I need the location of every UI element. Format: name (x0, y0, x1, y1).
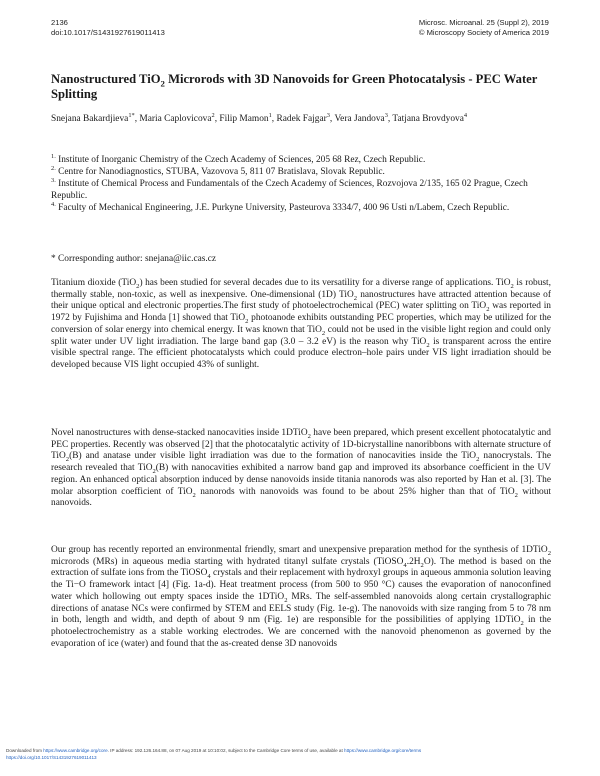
author-name: Vera Jandova (334, 114, 385, 124)
author-affiliation-mark: 3 (384, 111, 388, 119)
chemical-subscript: 2 (510, 282, 514, 290)
chemical-subscript: 2 (65, 456, 70, 464)
affiliation (51, 176, 551, 203)
author-name: Tatjana Brovdyova (392, 114, 464, 124)
body-paragraph-3: Our group has recently reported an environmental friendly, smart and unexpensive preparation method for the synthesis of 1DTiO$_2$ microrods (MRs) in aqueous media starting with hydrated titanyl sulfate crystals $(TiOSO_4.2H_2O)$. The method is based on the extraction of sulfate ions from the TiOSO$_4$ crystals and their replacement with hydroxyl groups in aqueous ammonia solution leaving the Ti−O framework intact [4] (Fig. 1a-d). Heat treatment process (from 500 to 950 °C) causes the evaporation of nanoconfined water which hollowing out empty spaces inside the 1DTiO$_2$ MRs. The self-assembled nanovoids along certain crystallographic directions of anatase NCs were confirmed by STEM and EELS study (Fig. 1e-g). The nanovoids with size ranging from 5 to 78 nm in both, length and width, and depth of about 9 nm (Fig. 1e) are responsible for the possibilities of applying 1DTiO$_2$ in the photoelectrochemistry as a stable working electrodes. We are concerned with the nanovoid phenomenon as governed by the evaporation of ice (water) and found that the as-created dense 3D nanovoids (51, 545, 552, 649)
author-affiliation-mark: 3 (326, 111, 330, 119)
cambridge-core-link[interactable]: https://www.cambridge.org/core (43, 748, 108, 753)
page-number: 2136 (51, 18, 68, 27)
body-paragraph-1: Titanium dioxide (TiO$_2$) has been studied for several decades due to its versatility for a diverse range of applications. TiO$_2$ is robust, thermally stable, non-toxic, as well as inexpensive. One-dimensional (1D) TiO$_2$ nanostructures have attracted attention because of their unique optical and electronic properties.The first study of photoelectrochemical (PEC) water splitting on TiO$_2$ was reported in 1972 by Fujishima and Honda [1] showed that TiO$_2$ photoanode exhibits outstanding PEC properties, which may be utilized for the conversion of solar energy into chemical energy. It was known that TiO$_2$ could not be used in the visible light region and could only split water under UV light irradiation. The large band gap (3.0 – 3.2 eV) is the reason why TiO$_2$ is transparent across the entire visible spectral range. The efficient photocatalysts which could produce electron–hole pairs under VIS light irradiation should be developed because VIS light occupied 43% of sunlight. (51, 278, 552, 370)
chemical-subscript: 2 (426, 341, 430, 349)
title-text: Nanostructured TiO (51, 72, 161, 86)
title-subscript: 2 (160, 78, 165, 89)
chemical-subscript: 2 (284, 596, 288, 604)
body-paragraph-2: Novel nanostructures with dense-stacked nanocavities inside 1DTiO$_2$ have been prepared, which present excellent photocatalytic and PEC properties. Recently was observed [2] that the photocatalytic activity of 1D-bicrystalline nanoribbons with alternate structure of TiO$_2$(B) and anatase under visible light irradiation was due to the formation of nanocavities inside the TiO$_2$ nanocrystals. The research revealed that TiO$_2$(B) with nanocavities exhibited a narrow band gap and improved its absorbance coefficient in the UV region. An enhanced optical absorption induced by dense nanovoids inside titania nanorods was also reported by Han et al. [3]. The molar absorption coefficient of TiO$_2$ nanorods with nanovoids was found to be about 25% higher than that of TiO$_2$ without nanovoids. (51, 428, 551, 509)
terms-link[interactable]: https://www.cambridge.org/core/terms (344, 748, 422, 753)
running-header-right (419, 18, 549, 38)
paper-title (51, 72, 551, 102)
copyright: © Microscopy Society of America 2019 (418, 28, 549, 37)
chemical-subscript: 2 (192, 491, 196, 499)
affiliation-mark: 2. (51, 164, 56, 172)
chemical-subscript: 2 (307, 432, 311, 440)
chemical-subscript: 4 (403, 561, 407, 569)
chemical-subscript: 2 (136, 282, 140, 290)
chemical-subscript: 2 (520, 620, 524, 628)
author-list: Snejana Bakardjieva$^{1*}$, Maria Caplovicova$^2$, Filip Mamon$^1$, Radek Fajgar$^3$, Vera Jandova$^3$, Tatjana Brovdyova$^4$ (51, 111, 468, 124)
affiliation-text: Centre for Nanodiagnostics, STUBA, Vazovova 5, 811 07 Bratislava, Slovak Republic. (55, 166, 385, 177)
author-name: Snejana Bakardjieva (51, 114, 129, 124)
chemical-subscript: 2 (514, 491, 518, 499)
title-text-cont: Microrods with 3D Nanovoids for Green Photocatalysis - PEC Water Splitting (51, 72, 538, 101)
affiliation (51, 200, 551, 215)
footer-text: Downloaded from (6, 748, 44, 753)
author-name: Radek Fajgar (276, 114, 327, 124)
author-affiliation-mark: 1* (128, 111, 135, 119)
affiliation-mark: 3. (51, 176, 56, 184)
doi: doi:10.1017/S1431927619011413 (51, 28, 165, 37)
author-affiliation-mark: 1 (268, 111, 272, 119)
chemical-subscript: 2 (476, 456, 480, 464)
author-name: Maria Caplovicova (139, 114, 212, 124)
chemical-subscript: 2 (245, 317, 249, 325)
chemical-subscript: 2 (152, 467, 156, 475)
corresponding-author: * Corresponding author: snejana@iic.cas.cz (51, 254, 217, 264)
doi-link[interactable]: https://doi.org/10.1017/S1431927619011413 (6, 755, 97, 760)
affiliation-text: Institute of Inorganic Chemistry of the Czech Academy of Sciences, 205 68 Rez, Czech Republic. (55, 155, 426, 165)
footer-text: . IP address: 192.126.164.88, on 07 Aug 2019 at 10:10:02, subject to the Cambridge Core terms of use, available at (107, 748, 345, 753)
affiliation-text: Institute of Chemical Process and Fundamentals of the Czech Academy of Sciences, Rozvojova 2/135, 165 02 Prague, Czech Republic. (51, 178, 528, 201)
running-header-left (51, 18, 165, 38)
chemical-subscript: 2 (353, 294, 358, 302)
download-footer (6, 747, 594, 761)
chemical-subscript: 4 (207, 573, 211, 581)
affiliation-text: Faculty of Mechanical Engineering, J.E. Purkyne University, Pasteurova 3334/7, 400 96 Usti n/Labem, Czech Republic. (55, 202, 510, 213)
author-name: Filip Mamon (219, 114, 269, 124)
author-affiliation-mark: 2 (211, 111, 215, 119)
affiliation-mark: 1. (51, 152, 56, 160)
chemical-subscript: 2 (547, 549, 551, 557)
chemical-subscript: 2 (420, 561, 424, 569)
chemical-subscript: 2 (321, 329, 326, 337)
affiliation-list (51, 152, 551, 215)
author-affiliation-mark: 4 (463, 111, 468, 119)
affiliation (51, 164, 551, 179)
chemical-subscript: 2 (486, 306, 490, 314)
journal-citation: Microsc. Microanal. 25 (Suppl 2), 2019 (418, 18, 549, 27)
affiliation (51, 152, 551, 167)
affiliation-mark: 4. (51, 200, 56, 208)
